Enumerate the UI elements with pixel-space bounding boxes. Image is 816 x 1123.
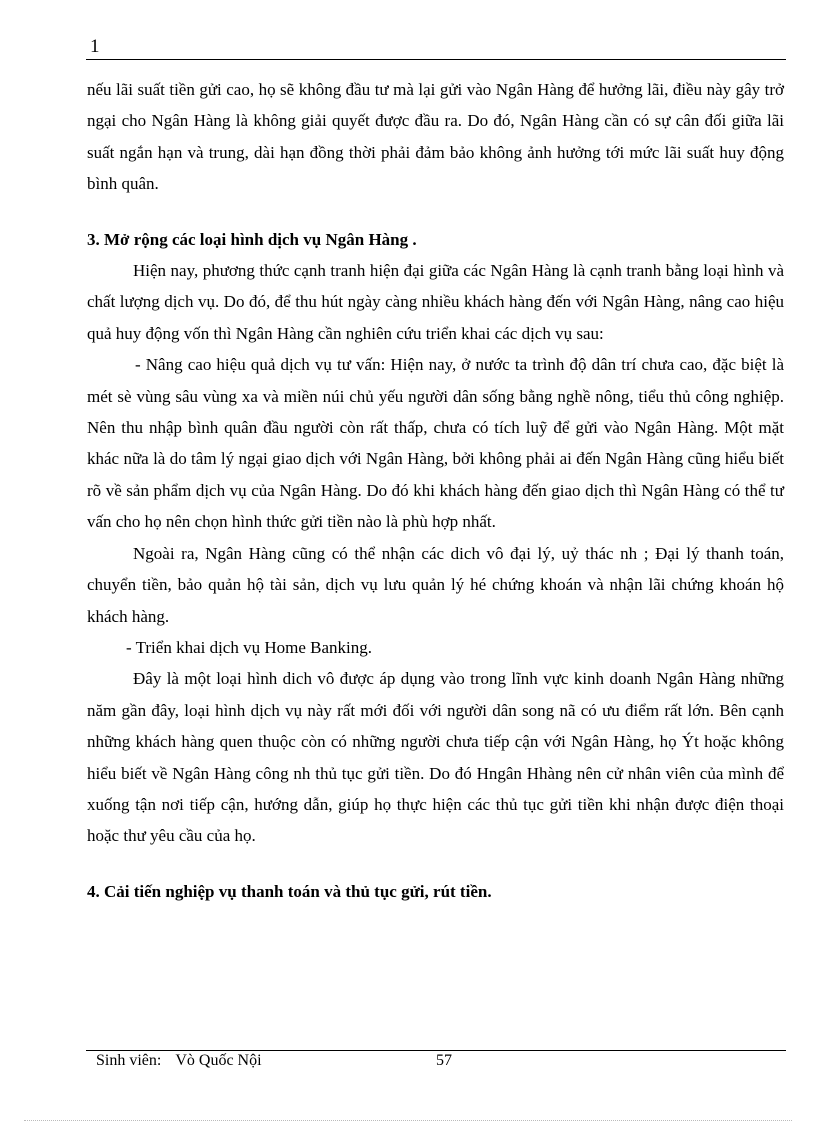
footer-student-label: Sinh viên:: [96, 1052, 162, 1069]
document-body: [87, 74, 784, 907]
section-heading-4: 4. Cải tiến nghiệp vụ thanh toán và thủ tục gửi, rút tiền.: [87, 881, 492, 901]
paragraph-5: - Triển khai dịch vụ Home Banking.: [126, 637, 373, 657]
footer-student-name: Vò Quốc Nội: [175, 1052, 262, 1069]
footer-page-number: 57: [436, 1052, 452, 1069]
footer-rule: [86, 1050, 786, 1051]
paragraph-3: - Nâng cao hiệu quả dịch vụ tư vấn: Hiện nay, ở nước ta trình độ dân trí chưa cao, đặc biệt là mét sè vùng sâu vùng xa và miền núi chủ yếu người dân sống bằng nghề nông, tiểu thủ công nghiệp. Nên thu nhập bình quân đầu người còn rất thấp, chưa có tích luỹ để gửi vào Ngân Hàng. Một mặt khác nữa là do tâm lý ngại giao dịch với Ngân Hàng, bởi không phải ai đến Ngân Hàng cũng hiểu biết rõ về sản phẩm dịch vụ của Ngân Hàng. Do đó khi khách hàng đến giao dịch thì Ngân Hàng có thể tư vấn cho họ nên chọn hình thức gửi tiền nào là phù hợp nhất.: [87, 355, 784, 532]
paragraph-2: Hiện nay, phương thức cạnh tranh hiện đại giữa các Ngân Hàng là cạnh tranh bằng loại hình và chất lượng dịch vụ. Do đó, để thu hút ngày càng nhiều khách hàng đến với Ngân Hàng, nâng cao hiệu quả huy động vốn thì Ngân Hàng cần nghiên cứu triển khai các dịch vụ sau:: [87, 261, 784, 343]
paragraph-6: Đây là một loại hình dich vô được áp dụng vào trong lĩnh vực kinh doanh Ngân Hàng những năm gần đây, loại hình dịch vụ này rất mới đối với người dân song nã có ưu điểm rất lớn. Bên cạnh những khách hàng quen thuộc còn có những người chưa tiếp cận với Ngân Hàng, họ Ýt hoặc không hiểu biết về Ngân Hàng công nh thủ tục gửi tiền. Do đó Hngân Hhàng nên cử nhân viên của mình để xuống tận nơi tiếp cận, hướng dẫn, giúp họ thực hiện các thủ tục gửi tiền khi nhận được điện thoại hoặc thư yêu cầu của họ.: [87, 669, 784, 846]
section-gap: [87, 200, 784, 224]
header-page-marker: 1: [90, 36, 100, 57]
section-gap: [87, 852, 784, 876]
paragraph-1: nếu lãi suất tiền gửi cao, họ sẽ không đầu tư mà lại gửi vào Ngân Hàng để hưởng lãi, điều này gây trở ngại cho Ngân Hàng là không giải quyết được đầu ra. Do đó, Ngân Hàng cần có sự cân đối giữa lãi suất ngắn hạn và trung, dài hạn đồng thời phải đảm bảo không ảnh hưởng tới mức lãi suất huy động bình quân.: [87, 80, 784, 194]
paragraph-4: Ngoài ra, Ngân Hàng cũng có thể nhận các dich vô đại lý, uỷ thác nh ; Đại lý thanh toán, chuyển tiền, bảo quản hộ tài sản, dịch vụ lưu quản lý hé chứng khoán và nhận lãi chứng khoán hộ khách hàng.: [87, 543, 784, 626]
footer-student: [96, 1052, 262, 1070]
section-heading-3: 3. Mở rộng các loại hình dịch vụ Ngân Hàng .: [87, 229, 417, 249]
header-rule: [86, 59, 786, 60]
page-edge-divider: [24, 1120, 792, 1121]
